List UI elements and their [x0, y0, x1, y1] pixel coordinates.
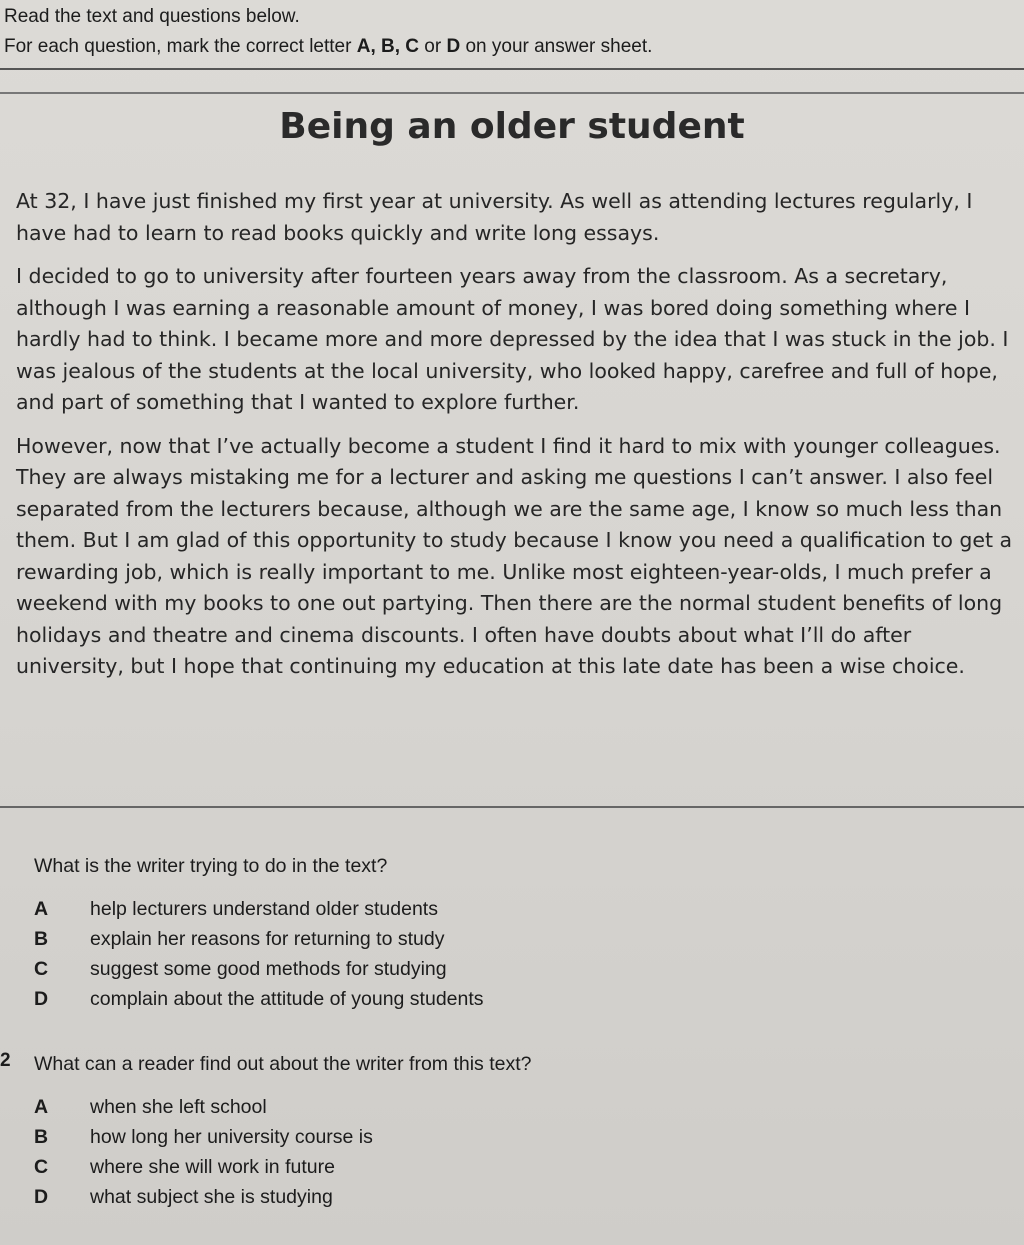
option-text: explain her reasons for returning to study [90, 927, 445, 950]
instructions [4, 2, 1004, 62]
answer-option-a[interactable] [34, 1092, 994, 1122]
question-1 [34, 852, 994, 1014]
question-text: What can a reader find out about the writer from this text? [34, 1053, 532, 1075]
option-letter: A [34, 897, 49, 920]
option-text: what subject she is studying [90, 1185, 333, 1208]
answer-option-d[interactable] [34, 1182, 994, 1212]
article-paragraph: I decided to go to university after fourteen years away from the classroom. As a secretary, although I was earning a reasonable amount of money, I was bored doing something where I hardly had to think. I became more and more depressed by the idea that I was stuck in the job. I was jealous of the students at the local university, who looked happy, carefree and full of hope, and part of something that I wanted to explore further. [16, 264, 1009, 414]
option-letter: B [34, 927, 49, 950]
option-letter: C [34, 957, 49, 980]
top-divider [0, 68, 1024, 70]
answer-option-b[interactable] [34, 924, 994, 954]
option-letter: A [34, 1095, 49, 1118]
instructions-line-2 [4, 32, 1004, 62]
instructions-letters: A, B, C [356, 36, 419, 57]
option-text: when she left school [90, 1095, 267, 1118]
question-number: 2 [0, 1050, 11, 1071]
answer-option-a[interactable] [34, 894, 994, 924]
article-title: Being an older student [279, 106, 745, 147]
answer-option-d[interactable] [34, 984, 994, 1014]
instructions-text-or: or [419, 36, 447, 57]
article-paragraph: However, now that I’ve actually become a student I find it hard to mix with younger colleagues. They are always mistaking me for a lecturer and asking me questions I can’t answer. I also feel separated from the lecturers because, although we are the same age, I know so much less than them. But I am glad of this opportunity to study because I know you need a qualification to get a rewarding job, which is really important to me. Unlike most eighteen-year-olds, I much prefer a weekend with my books to one out partying. Then there are the normal student benefits of long holidays and theatre and cinema discounts. I often have doubts about what I’ll do after university, but I hope that continuing my education at this late date has been a wise choice. [16, 433, 1013, 678]
instructions-text-post: on your answer sheet. [460, 36, 653, 57]
answer-option-c[interactable] [34, 954, 994, 984]
instructions-line-1: Read the text and questions below. [4, 6, 300, 27]
option-letter: B [34, 1125, 49, 1148]
option-letter: D [34, 1185, 49, 1208]
option-text: help lecturers understand older students [90, 897, 438, 920]
article-paragraph: At 32, I have just finished my first year at university. As well as attending lectures regularly, I have had to learn to read books quickly and write long essays. [16, 189, 973, 245]
reading-text-box [0, 92, 1024, 808]
option-text: complain about the attitude of young students [90, 987, 484, 1010]
answer-option-c[interactable] [34, 1152, 994, 1182]
option-text: where she will work in future [90, 1155, 335, 1178]
question-2 [0, 1050, 994, 1212]
answer-option-b[interactable] [34, 1122, 994, 1152]
article-body [16, 186, 1016, 695]
instructions-text-pre: For each question, mark the correct letter [4, 36, 357, 57]
option-letter: C [34, 1155, 49, 1178]
instructions-letter-d: D [446, 36, 461, 57]
option-letter: D [34, 987, 49, 1010]
option-text: suggest some good methods for studying [90, 957, 447, 980]
option-text: how long her university course is [90, 1125, 373, 1148]
question-text: What is the writer trying to do in the text? [34, 855, 388, 877]
